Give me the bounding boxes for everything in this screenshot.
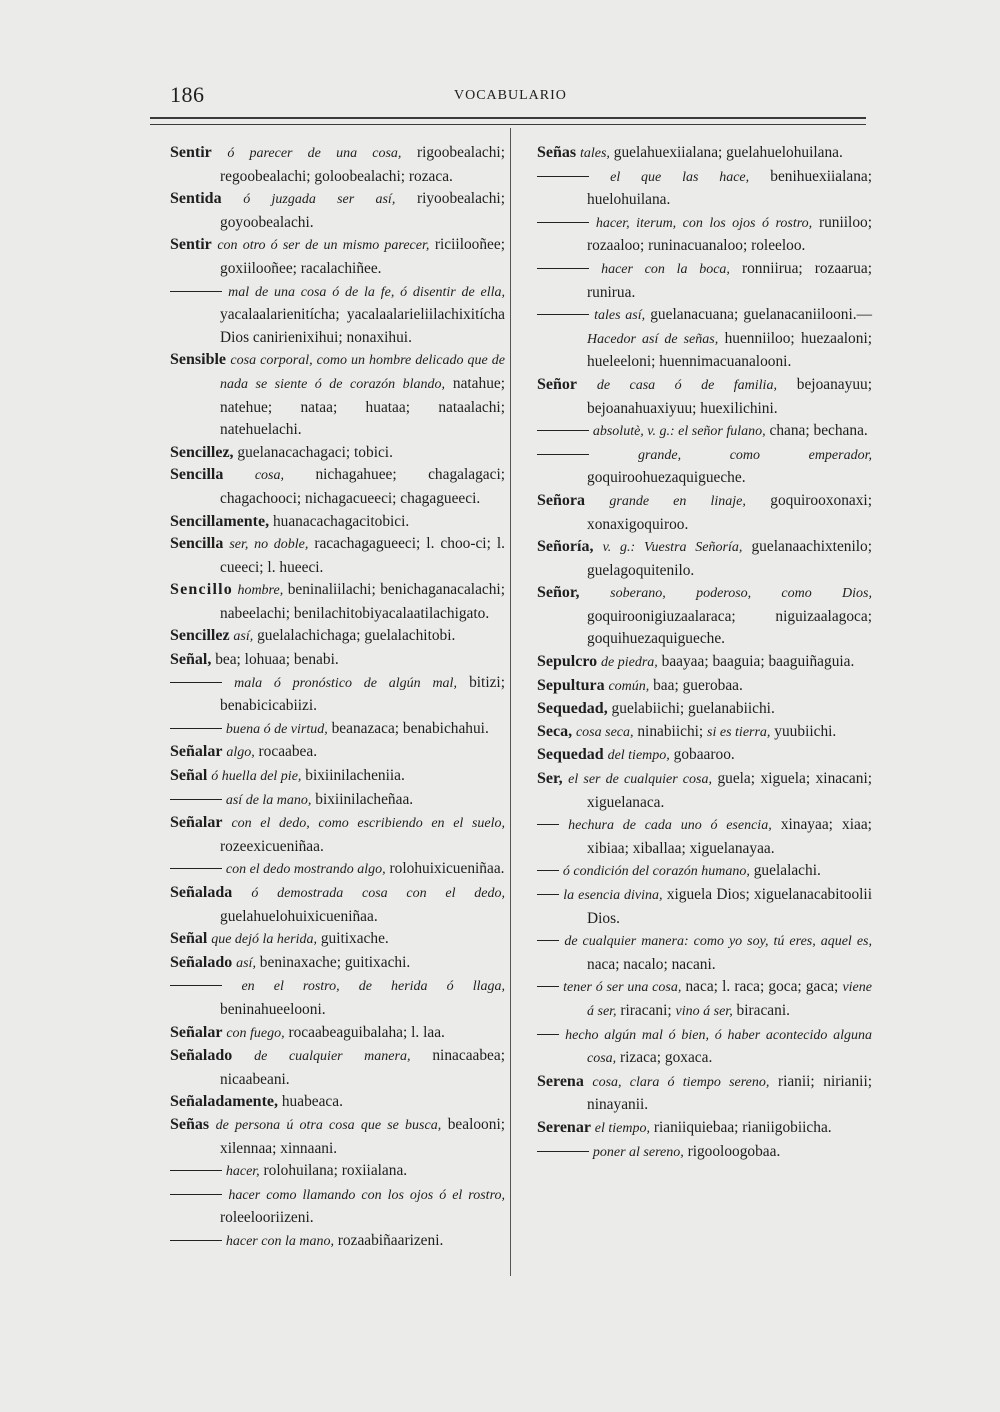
dictionary-entry: [537, 490, 872, 536]
translation: rocaabea.: [254, 743, 318, 761]
translation: bitizi; benabicicabiizi.: [220, 673, 505, 715]
left-column: [170, 142, 505, 1254]
gloss: tales así,: [594, 308, 646, 324]
translation: guelabiichi; guelanabiichi.: [607, 700, 775, 718]
headword: Sencilla: [170, 535, 224, 553]
gloss: tales,: [579, 146, 610, 161]
gloss: con fuego,: [226, 1025, 285, 1041]
translation: goquiroohuezaquigueche.: [587, 469, 746, 487]
translation: bixiinilacheniia.: [301, 767, 405, 785]
dictionary-entry: [170, 1160, 505, 1184]
gloss: hecho algún mal ó bien, ó haber acontecido alguna cosa,: [565, 1027, 872, 1067]
headword: Sepultura: [537, 676, 605, 694]
translation: riciilooñee; goxiilooñee; racalachiñee.: [220, 236, 505, 277]
translation: beninaliilachi; benichaganacalachi; nabeelachi; benilachitobiyacalaatilachigato.: [220, 581, 505, 622]
repeat-dash: [170, 1240, 222, 1241]
dictionary-entry: [170, 1114, 505, 1160]
gloss: hacer como llamando con los ojos ó el rostro,: [228, 1187, 505, 1203]
gloss: vino á ser,: [675, 1003, 733, 1019]
repeat-dash: [537, 870, 559, 871]
headword: Sencilla: [170, 466, 224, 484]
dictionary-entry: [537, 1141, 872, 1165]
translation: guelanaachixtenilo; guelagoquitenilo.: [587, 538, 873, 579]
gloss: hombre,: [237, 583, 284, 599]
repeat-dash: [537, 268, 589, 269]
translation: racachagagueeci; l. choo-ci; l. cueeci; l. hueeci.: [220, 535, 505, 576]
repeat-dash: [537, 824, 559, 825]
gloss: hacer, iterum, con los ojos ó rostro,: [595, 215, 813, 231]
repeat-dash: [170, 682, 222, 683]
repeat-dash: [170, 799, 222, 800]
translation: riyoobealachi; goyoobealachi.: [220, 190, 505, 231]
repeat-dash: [537, 430, 589, 431]
headword: Señora: [537, 491, 585, 509]
repeat-dash: [537, 314, 589, 315]
translation: ninabiichi;: [633, 722, 708, 740]
headword: Señoría,: [537, 538, 594, 556]
translation: naca; nacalo; nacani.: [587, 955, 716, 973]
dictionary-entry: [537, 884, 872, 930]
repeat-dash: [537, 176, 589, 177]
translation: bealooni; xilennaa; xinnaani.: [220, 1115, 505, 1157]
translation: beanazaca; benabichahui.: [327, 719, 489, 737]
dictionary-entry: [537, 1024, 872, 1071]
headword: Señas: [537, 144, 577, 161]
translation: baayaa; baaguia; baaguiñaguia.: [657, 653, 855, 671]
gloss: v. g.: Vuestra Señoría,: [602, 540, 743, 556]
dictionary-entry: [537, 976, 872, 1023]
translation: xiguela Dios; xiguelanacabitoolii Dios.: [587, 886, 872, 927]
translation: huabeaca.: [278, 1093, 343, 1111]
dictionary-entry: [537, 212, 872, 258]
translation: beninaxache; guitixachi.: [255, 953, 411, 971]
gloss: hechura de cada uno ó esencia,: [568, 818, 772, 834]
dictionary-entry: [170, 975, 505, 1021]
column-divider: [510, 128, 511, 1276]
dictionary-entry: [170, 1091, 505, 1114]
gloss: hacer,: [225, 1164, 260, 1180]
headword: Señalar: [170, 1023, 223, 1041]
dictionary-entry: [170, 625, 505, 649]
headword: Señal: [170, 767, 208, 785]
dictionary-entry: [537, 744, 872, 768]
repeat-dash: [170, 868, 222, 869]
translation: rolohuixicueniñaa.: [385, 860, 505, 878]
dictionary-entry: [537, 675, 872, 699]
translation: chana; bechana.: [765, 422, 868, 440]
headword: Sequedad,: [537, 700, 608, 718]
page-number: 186: [170, 82, 205, 107]
gloss: que dejó la herida,: [211, 932, 317, 948]
translation: benihuexiialana; huelohuilana.: [587, 167, 872, 209]
translation: gobaaroo.: [669, 746, 735, 764]
gloss: mala ó pronóstico de algún mal,: [234, 675, 457, 691]
translation: guelahuelohuixicueniñaa.: [220, 907, 378, 925]
gloss: cosa, clara ó tiempo sereno,: [592, 1074, 770, 1090]
translation: nichagahuee; chagalagaci; chagachooci; nichagacueeci; chagagueeci.: [220, 466, 505, 507]
headword: Sentir: [170, 144, 212, 161]
dictionary-entry: [537, 651, 872, 675]
translation: roleelooriizeni.: [220, 1209, 314, 1227]
gloss: algo,: [226, 745, 255, 761]
repeat-dash: [537, 1034, 559, 1035]
headword: Señas: [170, 1115, 210, 1133]
dictionary-entry: [537, 420, 872, 444]
dictionary-entry: [170, 928, 505, 952]
dictionary-entry: [537, 930, 872, 976]
headword: Señal: [170, 930, 208, 948]
translation: riracani;: [616, 1001, 676, 1019]
translation: naca; l. raca; goca; gaca;: [681, 978, 843, 996]
dictionary-entry: [170, 349, 505, 441]
header-rule: [150, 117, 866, 125]
dictionary-entry: [170, 511, 505, 534]
gloss: de cualquier manera,: [254, 1049, 411, 1065]
dictionary-entry: [537, 860, 872, 884]
gloss: ser, no doble,: [229, 537, 309, 553]
dictionary-entry: [537, 1117, 872, 1141]
gloss: ó demostrada cosa con el dedo,: [251, 886, 505, 901]
gloss: absolutè, v. g.: el señor fulano,: [592, 424, 766, 440]
dictionary-entry: [170, 952, 505, 976]
translation: natahue; natehue; nataa; huataa; nataalachi; natehuelachi.: [220, 374, 506, 439]
dictionary-entry: [170, 142, 505, 188]
gloss: hacer con la boca,: [601, 261, 730, 277]
headword: Señalar: [170, 743, 223, 761]
gloss: así,: [236, 955, 256, 971]
translation: baa; guerobaa.: [649, 676, 743, 694]
gloss: el que las hace,: [610, 169, 750, 185]
repeat-dash: [537, 454, 589, 455]
gloss: con el dedo mostrando algo,: [225, 862, 386, 878]
gloss: cosa corporal, como un hombre delicado que de nada se siente ó de corazón blando,: [220, 353, 505, 392]
translation: rigoobealachi; regoobealachi; goloobealachi; rozaca.: [220, 144, 505, 185]
gloss: ó juzgada ser así,: [243, 192, 396, 208]
headword: Sencillez,: [170, 443, 234, 461]
translation: guelanacachagaci; tobici.: [233, 443, 393, 461]
gloss: del tiempo,: [607, 748, 670, 764]
translation: goquirooxonaxi; xonaxigoquiroo.: [587, 491, 872, 533]
dictionary-entry: [537, 304, 872, 374]
headword: Señor,: [537, 584, 580, 602]
repeat-dash: [170, 1170, 222, 1171]
repeat-dash: [170, 985, 222, 986]
headword: Sentir: [170, 236, 212, 254]
translation: runiiloo; rozaaloo; runinacuanaloo; roleeloo.: [587, 213, 872, 255]
headword: Ser,: [537, 770, 563, 788]
dictionary-entry: [170, 718, 505, 742]
gloss: de piedra,: [601, 655, 658, 671]
gloss: poner al sereno,: [592, 1144, 684, 1160]
dictionary-entry: [170, 442, 505, 465]
dictionary-entry: [170, 649, 505, 672]
gloss: ó huella del pie,: [211, 769, 302, 785]
translation: yuubiichi.: [770, 722, 837, 740]
repeat-dash: [537, 894, 559, 895]
headword: Señalar: [170, 814, 223, 832]
headword: Señalada: [170, 884, 233, 901]
dictionary-entry: [170, 741, 505, 765]
translation: xinayaa; xiaa; xibiaa; xiballaa; xiguelanayaa.: [587, 816, 872, 857]
repeat-dash: [537, 986, 559, 987]
translation: ninacaabea; nicaabeani.: [220, 1047, 505, 1088]
gloss: común,: [608, 678, 650, 694]
headword: Sepulcro: [537, 653, 598, 671]
dictionary-entry: [170, 1230, 505, 1254]
headword: Sencillo: [170, 581, 233, 599]
gloss: en el rostro, de herida ó llaga,: [241, 979, 505, 995]
headword: Sentida: [170, 190, 222, 208]
dictionary-entry: [170, 672, 505, 718]
dictionary-entry: [537, 142, 872, 166]
dictionary-entry: [170, 789, 505, 813]
translation: guelalachichaga; guelalachitobi.: [253, 627, 456, 645]
repeat-dash: [537, 940, 559, 941]
translation: rozaabiñaarizeni.: [333, 1231, 444, 1249]
gloss: la esencia divina,: [563, 888, 663, 903]
gloss: ó condición del corazón humano,: [562, 864, 750, 880]
dictionary-entry: [170, 765, 505, 789]
dictionary-entry: [537, 444, 872, 490]
headword: Señal,: [170, 651, 212, 669]
gloss: buena ó de virtud,: [225, 721, 328, 737]
repeat-dash: [170, 291, 222, 292]
headword: Seca,: [537, 722, 573, 740]
dictionary-entry: [170, 812, 505, 858]
gloss: así,: [233, 629, 254, 645]
translation: guelanacuana; guelanacaniilooni.—: [645, 306, 872, 324]
dictionary-entry: [537, 166, 872, 212]
dictionary-entry: [537, 374, 872, 420]
gloss: grande en linaje,: [609, 493, 746, 509]
headword: Sequedad: [537, 746, 604, 764]
gloss: grande, como emperador,: [637, 447, 872, 463]
dictionary-entry: [170, 858, 505, 882]
gloss: de persona ú otra cosa que se busca,: [215, 1117, 442, 1133]
dictionary-entry: [537, 698, 872, 721]
translation: rizaca; goxaca.: [616, 1049, 713, 1067]
gloss: el tiempo,: [594, 1120, 650, 1136]
dictionary-entry: [537, 768, 872, 814]
headword: Señaladamente,: [170, 1093, 278, 1111]
headword: Señor: [537, 375, 577, 393]
gloss: cosa seca,: [575, 724, 634, 740]
translation: guelahuexiialana; guelahuelohuilana.: [609, 144, 843, 161]
gloss: soberano, poderoso, como Dios,: [610, 586, 872, 602]
repeat-dash: [537, 222, 589, 223]
translation: ronniirua; rozaarua; runirua.: [587, 259, 872, 301]
repeat-dash: [170, 728, 222, 729]
gloss: el ser de cualquier cosa,: [568, 772, 712, 788]
translation: yacalaalarienitícha; yacalaalarieliilachixitícha Dios canirienixihui; nonaxihui.: [220, 306, 505, 346]
dictionary-entry: [170, 1045, 505, 1091]
dictionary-entry: [170, 464, 505, 510]
gloss: de casa ó de familia,: [596, 377, 777, 393]
headword: Sencillamente,: [170, 512, 270, 530]
translation: rolohuilana; roxiialana.: [259, 1162, 408, 1180]
translation: rianii; nirianii; ninayanii.: [587, 1072, 873, 1114]
translation: guela; xiguela; xinacani; xiguelanaca.: [587, 770, 873, 811]
gloss: con otro ó ser de un mismo parecer,: [217, 238, 430, 254]
translation: rigooloogobaa.: [683, 1142, 781, 1160]
dictionary-entry: [537, 258, 872, 304]
gloss: mal de una cosa ó de la fe, ó disentir de ella,: [228, 284, 505, 300]
dictionary-entry: [537, 582, 872, 651]
dictionary-entry: [170, 188, 505, 234]
repeat-dash: [537, 1151, 589, 1152]
translation: huenniiloo; huezaaloni; hueleeloni; huennimacuanalooni.: [587, 329, 872, 371]
dictionary-entry: [170, 1184, 505, 1230]
dictionary-entry: [537, 814, 872, 860]
headword: Serena: [537, 1072, 584, 1090]
dictionary-entry: [170, 533, 505, 579]
gloss: si es tierra,: [707, 724, 771, 740]
translation: huanacachagacitobici.: [269, 512, 410, 530]
gloss: de cualquier manera: como yo soy, tú eres, aquel es,: [564, 934, 872, 950]
dictionary-entry: [170, 579, 505, 625]
translation: rianiiquiebaa; rianiigobiicha.: [650, 1118, 832, 1136]
translation: bea; lohuaa; benabi.: [211, 651, 339, 669]
translation: bixiinilacheñaa.: [311, 790, 414, 808]
dictionary-entry: [170, 882, 505, 928]
translation: guelalachi.: [749, 862, 821, 880]
headword: Señalado: [170, 953, 233, 971]
dictionary-entry: [170, 1022, 505, 1046]
headword: Sensible: [170, 351, 227, 369]
gloss: hacer con la mano,: [225, 1233, 334, 1249]
headword: Señalado: [170, 1047, 233, 1065]
gloss: con el dedo, como escribiendo en el suelo,: [231, 816, 505, 832]
gloss: cosa,: [254, 468, 284, 484]
dictionary-entry: [170, 281, 505, 350]
translation: beninahueelooni.: [220, 1000, 326, 1018]
headword: Serenar: [537, 1118, 591, 1136]
gloss: ó parecer de una cosa,: [227, 146, 402, 161]
running-title: VOCABULARIO: [454, 88, 567, 103]
translation: biracani.: [732, 1001, 790, 1019]
translation: goquiroonigiuzaalaraca; niguizaalagoca; goquihuezaquigueche.: [587, 607, 872, 648]
gloss: viene á ser,: [587, 980, 872, 1019]
gloss: Hacedor así de señas,: [587, 331, 719, 347]
right-column: [537, 142, 872, 1164]
translation: rocaabeaguibalaha; l. laa.: [284, 1023, 445, 1041]
dictionary-entry: [537, 536, 872, 582]
translation: guitixache.: [316, 930, 389, 948]
gloss: así de la mano,: [225, 792, 312, 808]
dictionary-entry: [537, 1071, 872, 1117]
dictionary-entry: [537, 721, 872, 745]
dictionary-entry: [170, 234, 505, 280]
gloss: tener ó ser una cosa,: [563, 980, 682, 996]
repeat-dash: [170, 1194, 222, 1195]
translation: bejoanayuu; bejoanahuaxiyuu; huexilichini.: [587, 375, 872, 417]
translation: rozeexicueniñaa.: [220, 837, 324, 855]
headword: Sencillez: [170, 627, 230, 645]
